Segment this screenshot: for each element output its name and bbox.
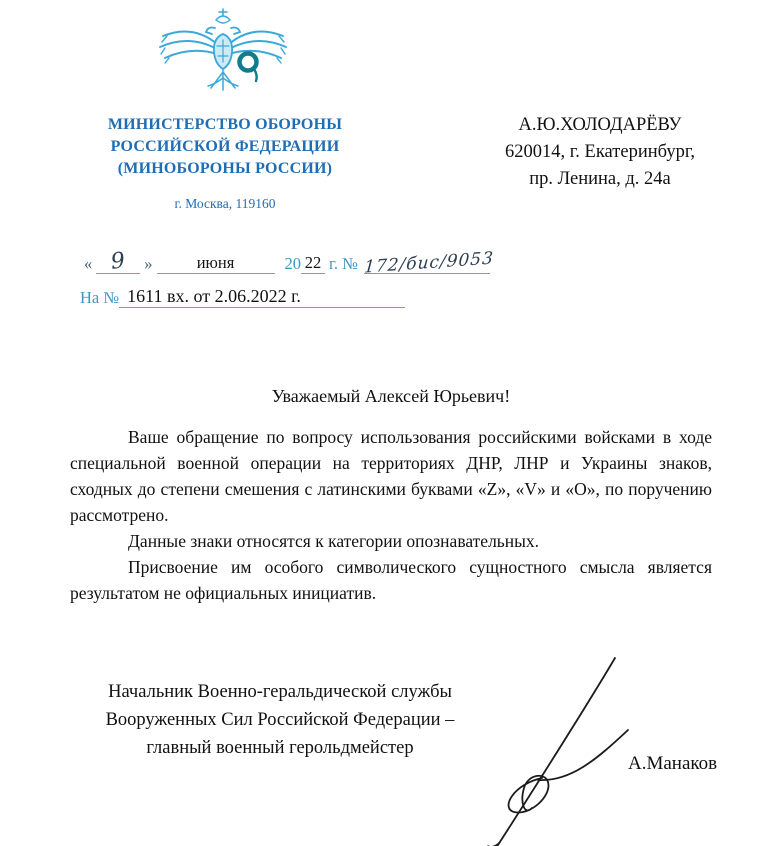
signer-title-line-3: главный военный герольдмейстер <box>146 738 414 758</box>
handwritten-day: 9 <box>109 248 127 275</box>
signer-title-line-2: Вооруженных Сил Российской Федерации – <box>105 710 455 730</box>
ministry-line-1: МИНИСТЕРСТВО ОБОРОНЫ <box>107 116 343 133</box>
handwritten-signature <box>478 650 648 846</box>
signer-name: А.Манаков <box>628 753 718 774</box>
incoming-label: На № <box>80 288 120 307</box>
ministry-line-3: (МИНОБОРОНЫ РОССИИ) <box>117 160 333 177</box>
signature-scrawl-icon <box>478 650 648 846</box>
close-quote: » <box>144 254 153 273</box>
recipient-block <box>450 112 750 193</box>
recipient-address-line-1: 620014, г. Екатеринбург, <box>505 142 695 162</box>
number-label: г. № <box>329 254 358 273</box>
paragraph-1: Ваше обращение по вопросу использования российскими войсками в ходе специальной военной операции на территориях ДНР, ЛНР и Украины знаков, сходных до степени смешения с латинскими буквами «Z», «V» и «О», по поручению рассмотрено. <box>70 427 712 525</box>
ministry-line-2: РОССИЙСКОЙ ФЕДЕРАЦИИ <box>110 138 340 155</box>
greeting: Уважаемый Алексей Юрьевич! <box>271 386 511 406</box>
number-underline <box>363 248 495 278</box>
open-quote: « <box>84 254 93 273</box>
year-prefix: 20 <box>284 254 301 273</box>
paragraph-3: Присвоение им особого символического сущностного смысла является результатом не официальных инициатив. <box>70 557 712 603</box>
day-underline <box>96 248 140 275</box>
letter-body <box>70 424 712 606</box>
recipient-address-line-2: пр. Ленина, д. 24а <box>529 169 671 189</box>
date-and-number-line <box>80 244 500 278</box>
recipient-name: А.Ю.ХОЛОДАРЁВУ <box>518 115 682 135</box>
signer-title-line-1: Начальник Военно-геральдической службы <box>108 682 452 702</box>
ministry-address: г. Москва, 119160 <box>174 196 276 211</box>
double-headed-eagle-icon <box>155 6 291 98</box>
incoming-value: 1611 вх. от 2.06.2022 г. <box>119 286 405 308</box>
month-underline: июня <box>157 253 275 274</box>
stamp-ring-icon <box>240 54 257 82</box>
ministry-name <box>62 114 388 180</box>
mod-russia-eagle-emblem <box>155 6 291 98</box>
reference-block <box>80 244 500 308</box>
incoming-reference-line <box>80 278 500 308</box>
signer-title-block <box>70 678 490 762</box>
handwritten-number: 172/бис/9053 <box>363 248 495 278</box>
year-suffix: 22 <box>301 253 325 274</box>
paragraph-2: Данные знаки относятся к категории опознавательных. <box>128 531 540 551</box>
